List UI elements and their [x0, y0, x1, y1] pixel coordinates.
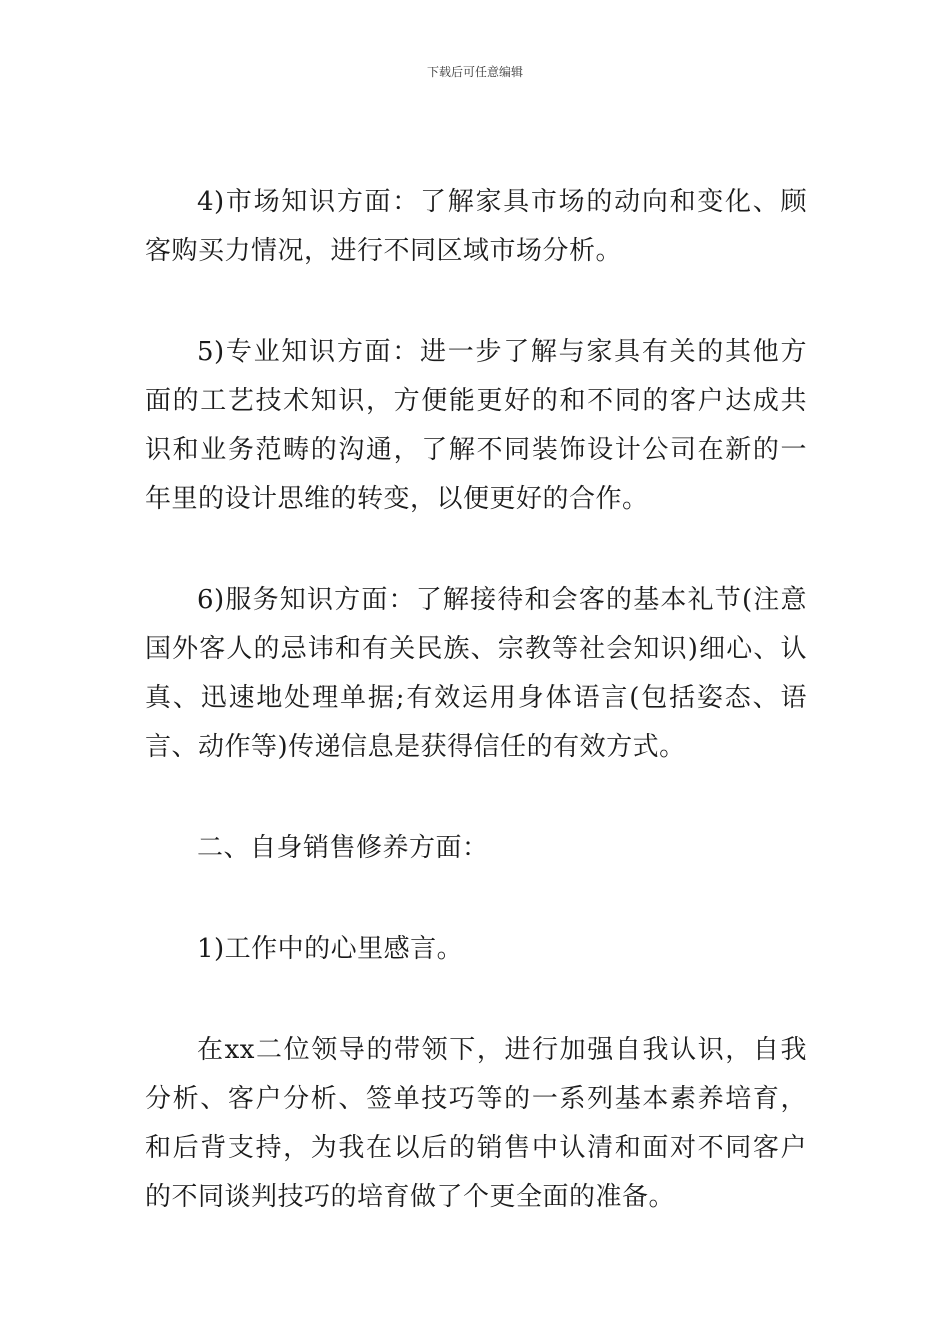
paragraph-service-knowledge: 6)服务知识方面：了解接待和会客的基本礼节(注意国外客人的忌讳和有关民族、宗教等社会知识)细心、认真、迅速地处理单据;有效运用身体语言(包括姿态、语言、动作等)传递信息是获得信任的有效方式。	[145, 585, 807, 762]
paragraph-market-knowledge: 4)市场知识方面：了解家具市场的动向和变化、顾客购买力情况，进行不同区域市场分析。	[145, 187, 807, 266]
page-header: 下载后可任意编辑	[426, 65, 523, 79]
paragraph-professional-knowledge: 5)专业知识方面：进一步了解与家具有关的其他方面的工艺技术知识，方便能更好的和不同的客户达成共识和业务范畴的沟通，了解不同装饰设计公司在新的一年里的设计思维的转变，以便更好的合作。	[145, 337, 807, 514]
document-body	[145, 178, 807, 1274]
paragraph-leadership-training: 在xx二位领导的带领下，进行加强自我认识，自我分析、客户分析、签单技巧等的一系列基本素养培育，和后背支持，为我在以后的销售中认清和面对不同客户的不同谈判技巧的培育做了个更全面的准备。	[145, 1035, 807, 1212]
section-heading-self-cultivation: 二、自身销售修养方面：	[197, 833, 489, 863]
subheading-work-reflections: 1)工作中的心里感言。	[197, 934, 464, 964]
